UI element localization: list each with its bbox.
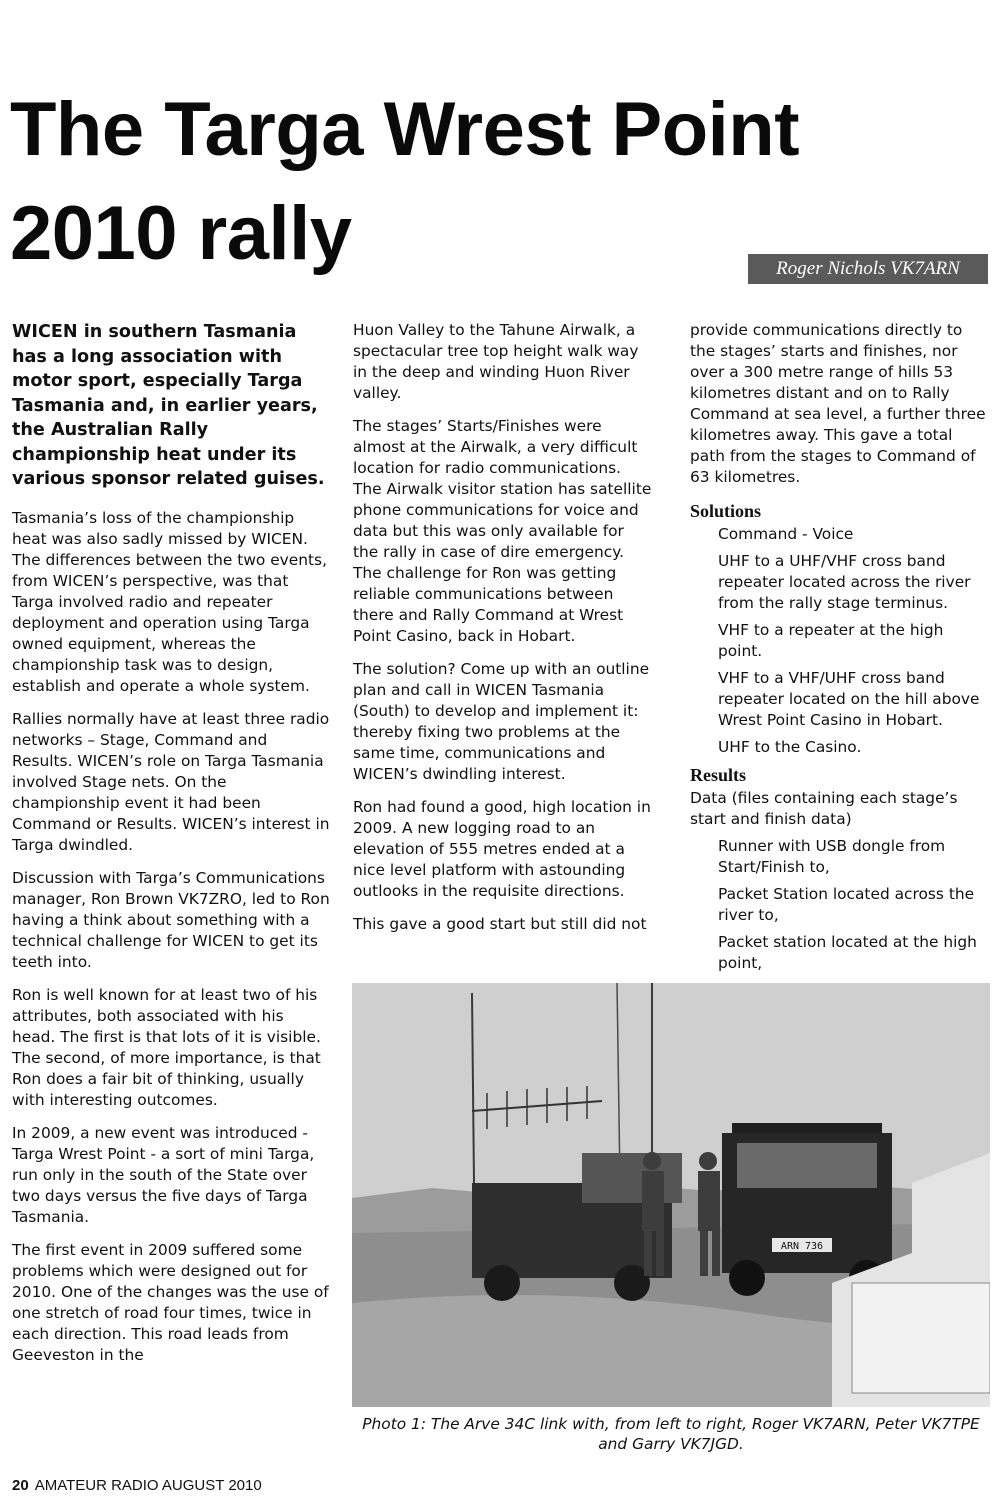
column-2 (353, 320, 653, 947)
photo-caption: Photo 1: The Arve 34C link with, from left to right, Roger VK7ARN, Peter VK7TPE and Garry VK7JGD. (362, 1415, 980, 1453)
rally-site-photo (352, 983, 990, 1407)
page-footer (12, 1477, 262, 1494)
lead-paragraph: WICEN in southern Tasmania has a long association with motor sport, especially Targa Tasmania and, in earlier years, the Australian Rally championship heat under its various sponsor related guises. (12, 322, 325, 489)
plate-text: ARN 736 (780, 1241, 824, 1252)
result-item: Runner with USB dongle from Start/Finish to, (718, 837, 946, 876)
title-line-2: 2010 rally (10, 191, 352, 276)
page-number: 20 (12, 1477, 29, 1494)
body-paragraph: The solution? Come up with an outline plan and call in WICEN Tasmania (South) to develop and implement it: thereby fixing two problems at the same time, communications and WICEN’s dwindling interest. (353, 660, 650, 783)
roof-rack (732, 1123, 882, 1133)
body-paragraph: Tasmania’s loss of the championship heat was also sadly missed by WICEN. The differences between the two events, from WICEN’s perspective, was that Targa involved radio and repeater deployment and operation using Targa owned equipment, whereas the championship task was to design, establish and operate a whole system. (12, 508, 327, 695)
result-item: Packet station located at the high point, (718, 933, 977, 972)
column-1 (12, 320, 330, 1378)
body-paragraph: Ron had found a good, high location in 2009. A new logging road to an elevation of 555 metres ended at a nice level platform with astounding outlooks in the requisite directions. (353, 798, 651, 900)
body-paragraph: Ron is well known for at least two of his attributes, both associated with his head. The first is that lots of it is visible. The second, of more importance, is that Ron does a fair bit of thinking, usually with interesting outcomes. (12, 985, 321, 1109)
wheel (484, 1265, 520, 1301)
awning (582, 1153, 682, 1203)
solutions-heading: Solutions (690, 501, 762, 521)
body-paragraph: The stages’ Starts/Finishes were almost at the Airwalk, a very difficult location for radio communications. The Airwalk visitor station has satellite phone communications for voice and data but this was only available for the rally in case of dire emergency. The challenge for Ron was getting reliable communications between there and Rally Command at Wrest Point Casino, back in Hobart. (353, 417, 652, 645)
car-door (852, 1283, 990, 1393)
author-byline: Roger Nichols VK7ARN (748, 254, 988, 284)
title-line-1: The Targa Wrest Point (10, 87, 800, 172)
windscreen (737, 1143, 877, 1188)
solution-item: UHF to the Casino. (718, 738, 862, 756)
results-heading: Results (690, 765, 747, 785)
solution-item: UHF to a UHF/VHF cross band repeater located across the river from the rally stage terminus. (718, 552, 971, 612)
body-paragraph: Discussion with Targa’s Communications manager, Ron Brown VK7ZRO, led to Ron having a think about something with a technical challenge for WICEN to get its teeth into. (12, 868, 330, 971)
body-paragraph: In 2009, a new event was introduced - Targa Wrest Point - a sort of mini Targa, run only in the south of the State over two days versus the five days of Targa Tasmania. (12, 1123, 315, 1226)
body-paragraph: Rallies normally have at least three radio networks – Stage, Command and Results. WICEN’s role on Targa Tasmania involved Stage nets. On the championship event it had been Command or Results. WICEN’s interest in Targa dwindled. (12, 709, 330, 854)
results-intro: Data (files containing each stage’s start and finish data) (690, 789, 958, 828)
column-3 (690, 320, 990, 980)
article-title (10, 78, 799, 286)
photo-illustration (352, 983, 990, 1407)
solution-item: Command - Voice (718, 525, 854, 543)
body-paragraph: This gave a good start but still did not (353, 915, 647, 933)
solution-item: VHF to a repeater at the high point. (718, 621, 944, 660)
body-paragraph: The first event in 2009 suffered some problems which were designed out for 2010. One of the changes was the use of one stretch of road four times, twice in each direction. This road leads from Geeveston in the (12, 1240, 329, 1364)
body-paragraph: provide communications directly to the stages’ starts and finishes, nor over a 300 metre range of hills 53 kilometres distant and on to Rally Command at sea level, a further three kilometres away. This gave a total path from the stages to Command of 63 kilometres. (690, 321, 986, 486)
body-paragraph: Huon Valley to the Tahune Airwalk, a spectacular tree top height walk way in the deep and winding Huon River valley. (353, 321, 639, 402)
result-item: Packet Station located across the river to, (718, 885, 975, 924)
wheel (729, 1260, 765, 1296)
solution-item: VHF to a VHF/UHF cross band repeater located on the hill above Wrest Point Casino in Hobart. (718, 669, 980, 729)
publication-name: AMATEUR RADIO AUGUST 2010 (34, 1477, 262, 1494)
